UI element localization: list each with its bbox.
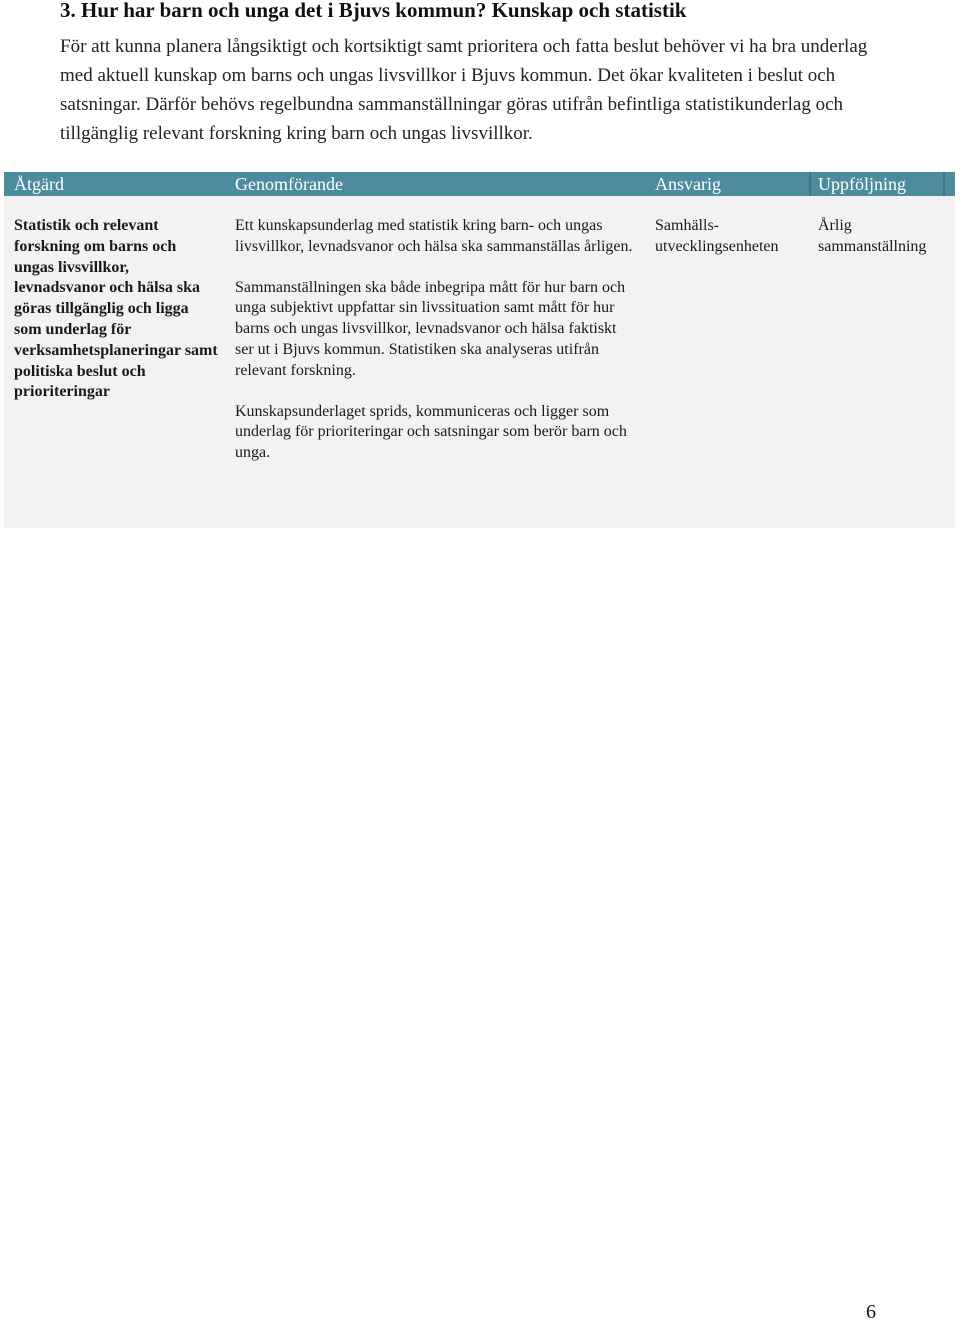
page-number: 6 (866, 1301, 876, 1323)
header-atgard: Åtgärd (14, 174, 64, 194)
header-genomforande: Genomförande (235, 174, 343, 194)
action-table (4, 172, 955, 528)
header-divider (809, 172, 811, 196)
header-divider (943, 172, 945, 196)
genomforande-paragraph: Kunskapsunderlaget sprids, kommuniceras och ligger som underlag för prioriteringar och satsningar som berör barn och unga. (235, 402, 627, 462)
genomforande-paragraph: Sammanställningen ska både inbegripa mått för hur barn och unga subjektivt uppfattar sin livssituation samt mått för hur barns och ungas livsvillkor, levnadsvanor och hälsa faktiskt ser ut i Bjuvs kommun. Statistiken ska analyseras utifrån relevant forskning. (235, 278, 626, 379)
cell-atgard: Statistik och relevant forskning om barns och ungas livsvillkor, levnadsvanor och hälsa ska göras tillgänglig och ligga som underlag för verksamhetsplaneringar samt politiska beslut och prioriteringar (14, 217, 218, 401)
header-uppfoljning: Uppföljning (818, 174, 906, 194)
intro-paragraph: För att kunna planera långsiktigt och kortsiktigt samt prioritera och fatta beslut behöver vi ha bra underlag med aktuell kunskap om barns och ungas livsvillkor i Bjuvs kommun. Det ökar kvaliteten i beslut och satsningar. Därför behövs regelbundna sammanställningar göras utifrån befintliga statistikunderlag och tillgänglig relevant forskning kring barn och ungas livsvillkor. (60, 36, 868, 144)
cell-uppfoljning: Årlig sammanställning (818, 217, 927, 255)
header-ansvarig: Ansvarig (655, 174, 721, 194)
cell-genomforande (235, 216, 635, 464)
genomforande-paragraph: Ett kunskapsunderlag med statistik kring barn- och ungas livsvillkor, levnadsvanor och hälsa ska sammanställas årligen. (235, 217, 633, 255)
cell-ansvarig: Samhälls-utvecklingsenheten (655, 217, 779, 255)
section-title: 3. Hur har barn och unga det i Bjuvs kommun? Kunskap och statistik (60, 0, 687, 22)
table-header (4, 172, 955, 196)
